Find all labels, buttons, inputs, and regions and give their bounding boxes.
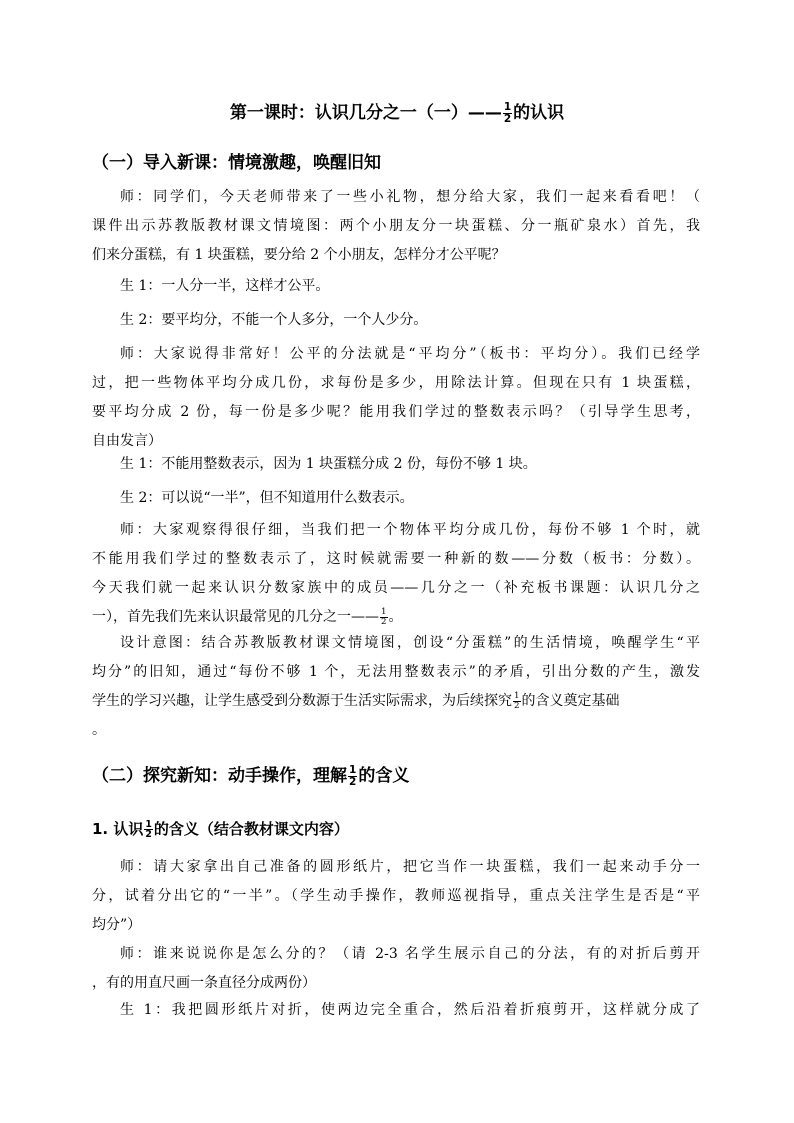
fraction-one-half: $\frac{1}{2}$	[145, 818, 152, 840]
paragraph-student2-answer: 生 2：要平均分，不能一个人多分，一个人少分。	[120, 312, 428, 328]
paragraph-hands-on: 师：请大家拿出自己准备的圆形纸片，把它当作一块蛋糕，我们一起来动手分一 分，试着分出它的“一半”。（学生动手操作，教师巡视指导，重点关注学生是否是“平 均分”）	[92, 859, 700, 933]
fraction-one-half: $\frac{1}{2}$	[349, 763, 357, 788]
title-prefix: 第一课时：认识几分之一（一）——	[229, 103, 502, 123]
paragraph-teacher-average: 师：大家说得非常好！公平的分法就是“平均分”（板书：平均分）。我们已经学 过，把一些物体平均分成几份，求每份是多少，用除法计算。但现在只有 1 块蛋糕， 要平均分成 2 份，每一份是多少呢？能用我们学过的整数表示吗？（引导学生思考， 自由发言）	[92, 346, 700, 449]
fraction-one-half: $\frac{1}{2}$	[503, 100, 512, 125]
paragraph-teacher-intro: 师：同学们，今天老师带来了一些小礼物，想分给大家，我们一起来看看吧！（ 课件出示苏教版教材课文情境图：两个小朋友分一块蛋糕、分一瓶矿泉水）首先，我 们来分蛋糕，有 1 块蛋糕，要分给 2 个小朋友，怎样分才公平呢？	[92, 189, 700, 263]
paragraph-student1-fold: 生 1：我把圆形纸片对折，使两边完全重合，然后沿着折痕剪开，这样就分成了	[120, 1002, 700, 1018]
paragraph-student1-answer: 生 1：一人分一半，这样才公平。	[120, 278, 330, 294]
paragraph-share-method: 师：谁来说说你是怎么分的？（请 2-3 名学生展示自己的分法，有的对折后剪开 ，有的用直尺画一条直径分成两份）	[92, 946, 700, 991]
section-heading-1: （一）导入新课：情境激趣，唤醒旧知	[92, 153, 381, 173]
title-suffix: 的认识	[513, 103, 565, 123]
document-title	[0, 100, 794, 126]
fraction-one-half: $\frac{1}{2}$	[381, 606, 387, 627]
paragraph-design-intent: 设计意图：结合苏教版教材课文情境图，创设“分蛋糕”的生活情境，唤醒学生“平 均分”的旧知，通过“每份不够 1 个，无法用整数表示”的矛盾，引出分数的产生，激发 学生的学习兴趣，让学生感受到分数源于生活实际需求，为后续探究 $\frac{1}{2}$ 的含义奠定基础 。	[92, 635, 700, 738]
paragraph-student1-integer: 生 1：不能用整数表示，因为 1 块蛋糕分成 2 份，每份不够 1 块。	[120, 456, 537, 472]
fraction-one-half: $\frac{1}{2}$	[514, 690, 520, 711]
subsection-heading-1: 1. 认识 $\frac{1}{2}$ 的含义（结合教材课文内容）	[92, 818, 349, 840]
section-heading-2: （二）探究新知：动手操作，理解 $\frac{1}{2}$ 的含义	[92, 763, 410, 788]
paragraph-teacher-fraction: 师：大家观察得很仔细，当我们把一个物体平均分成几份，每份不够 1 个时，就 不能用我们学过的整数表示了，这时候就需要一种新的数——分数（板书：分数）。 今天我们就一起来认识分数家族中的成员——几分之一（补充板书课题：认识几分之 一），首先我们先来认识最常见的几分之一—— $\frac{1}{2}$ 。	[92, 522, 700, 627]
paragraph-student2-half: 生 2：可以说“一半”，但不知道用什么数表示。	[120, 490, 414, 506]
